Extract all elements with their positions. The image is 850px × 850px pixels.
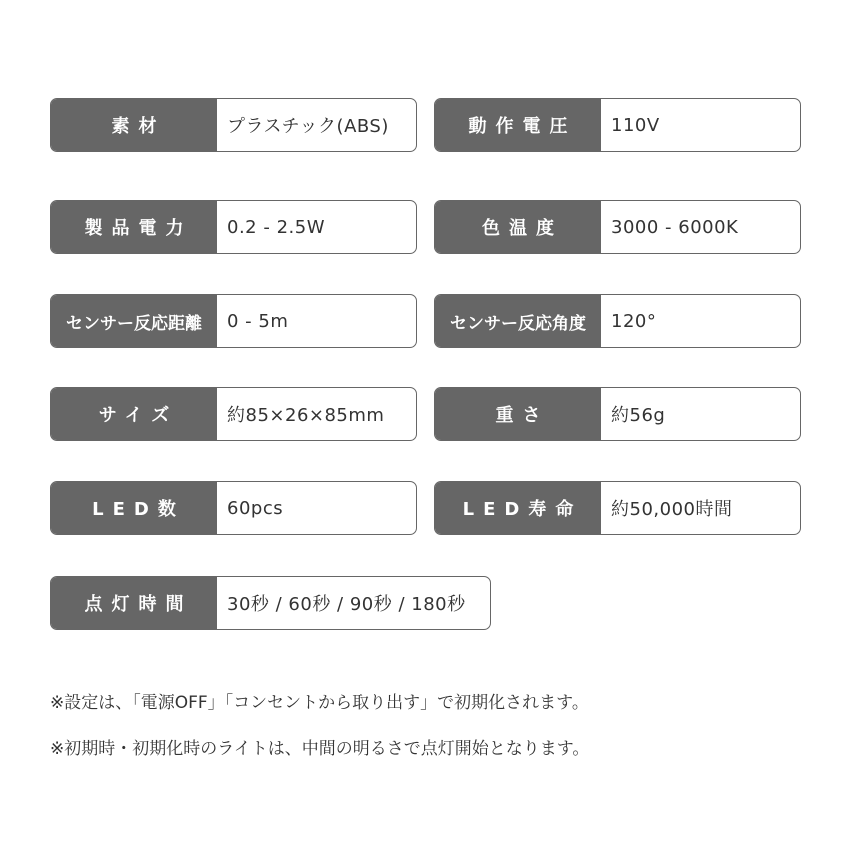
spec-value: 60pcs xyxy=(227,497,284,519)
spec-value: 120° xyxy=(611,310,657,332)
spec-label: 点灯時間 xyxy=(51,577,217,629)
spec-label: 製品電力 xyxy=(51,201,217,253)
spec-product-power xyxy=(50,200,417,254)
spec-value: プラスチック(ABS) xyxy=(227,116,389,137)
spec-label: 動作電圧 xyxy=(435,99,601,151)
spec-label: 重さ xyxy=(435,388,601,440)
spec-sensor-distance xyxy=(50,294,417,348)
spec-label: 色温度 xyxy=(435,201,601,253)
spec-lighting-time xyxy=(50,576,491,630)
spec-label: サイズ xyxy=(51,388,217,440)
spec-value: 110V xyxy=(611,114,660,136)
spec-value: 約85×26×85mm xyxy=(227,405,385,426)
spec-value: 30秒 / 60秒 / 90秒 / 180秒 xyxy=(227,594,466,615)
spec-operating-voltage xyxy=(434,98,801,152)
spec-material xyxy=(50,98,417,152)
spec-value: 0.2 - 2.5W xyxy=(227,216,325,238)
spec-value: 3000 - 6000K xyxy=(611,216,739,238)
spec-size xyxy=(50,387,417,441)
spec-value: 0 - 5m xyxy=(227,310,289,332)
spec-label: LED数 xyxy=(51,482,217,534)
spec-label: センサー反応距離 xyxy=(51,295,217,347)
spec-weight xyxy=(434,387,801,441)
spec-label: LED寿命 xyxy=(435,482,601,534)
spec-label: 素材 xyxy=(51,99,217,151)
spec-label: センサー反応角度 xyxy=(435,295,601,347)
spec-color-temperature xyxy=(434,200,801,254)
spec-led-lifespan xyxy=(434,481,801,535)
spec-led-count xyxy=(50,481,417,535)
note-initial-brightness: ※初期時・初期化時のライトは、中間の明るさで点灯開始となります。 xyxy=(50,739,590,759)
spec-value: 約56g xyxy=(611,405,666,426)
spec-value: 約50,000時間 xyxy=(611,499,733,520)
note-reset: ※設定は、「電源OFF」「コンセントから取り出す」で初期化されます。 xyxy=(50,693,589,713)
spec-sensor-angle xyxy=(434,294,801,348)
